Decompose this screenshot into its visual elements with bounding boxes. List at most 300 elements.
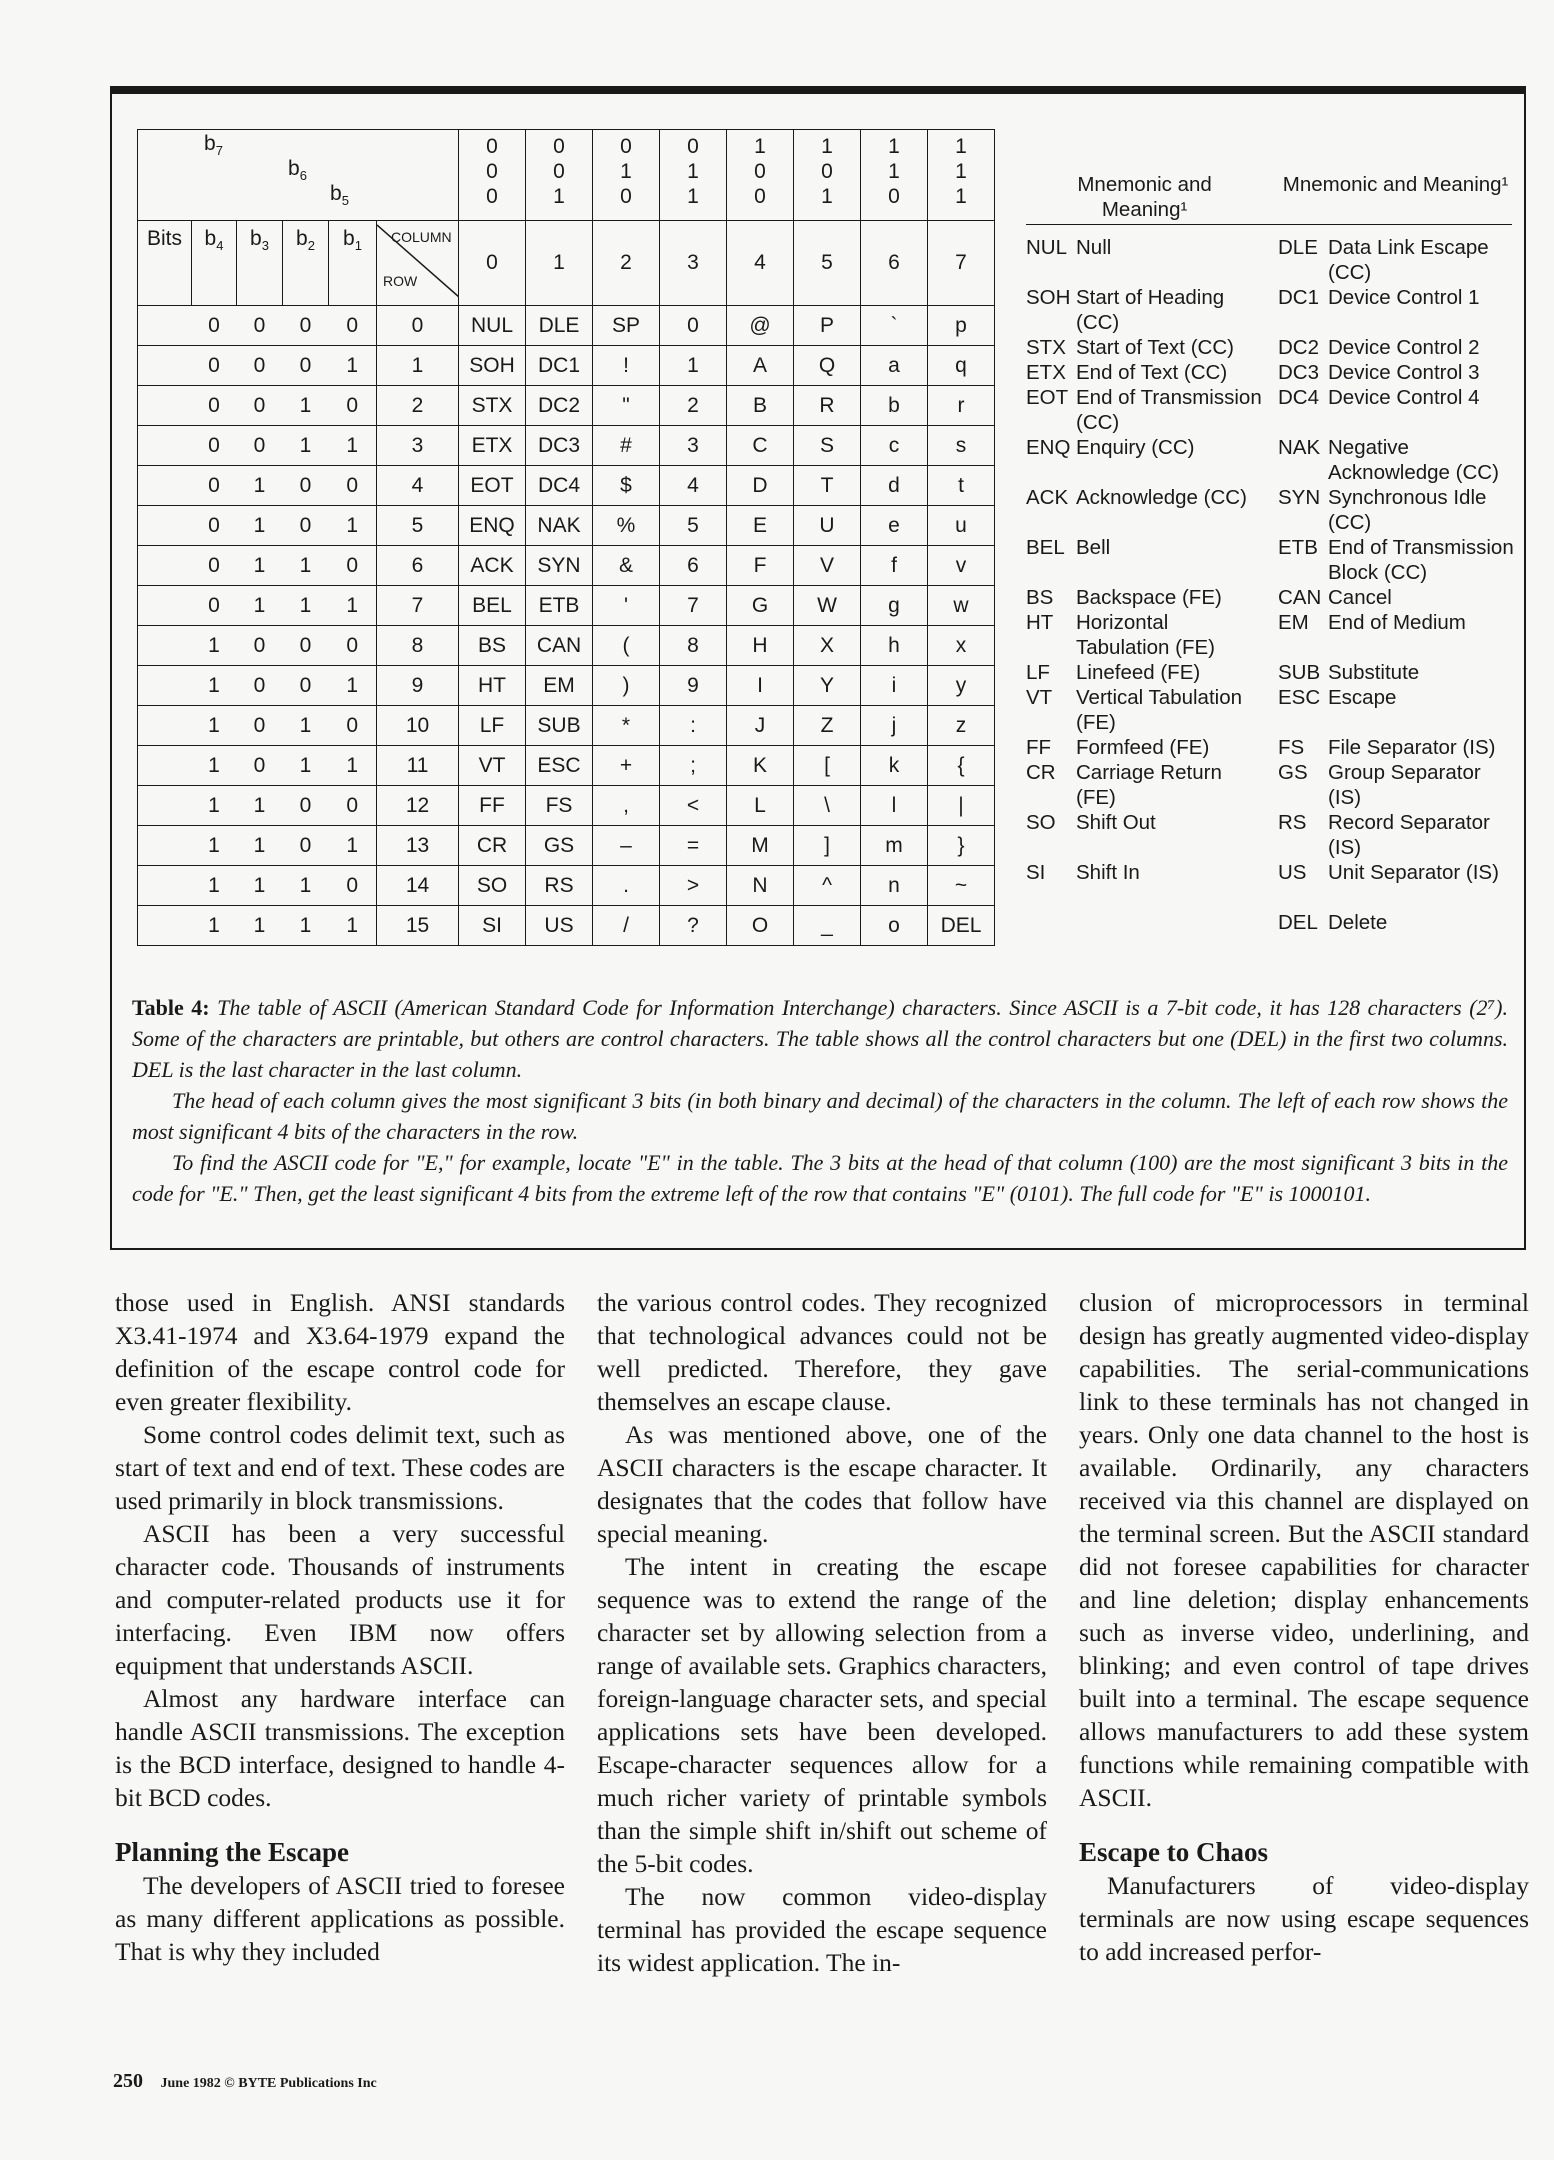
char-cell: r — [928, 386, 995, 426]
column-bits-6 — [861, 130, 928, 221]
char-cell: T — [794, 466, 861, 506]
char-cell: ESC — [526, 746, 593, 786]
legend-header — [1026, 172, 1512, 225]
char-cell: C — [727, 426, 794, 466]
char-cell: I — [727, 666, 794, 706]
char-cell: s — [928, 426, 995, 466]
row-number: 2 — [377, 386, 459, 426]
row-spacer — [138, 506, 192, 546]
char-cell: BS — [459, 626, 526, 666]
paragraph: As was mentioned above, one of the ASCII characters is the escape character. It designates that the codes that follow have special meaning. — [597, 1420, 1047, 1548]
char-cell: GS — [526, 826, 593, 866]
char-cell: ETX — [459, 426, 526, 466]
char-cell: ENQ — [459, 506, 526, 546]
char-cell: DLE — [526, 306, 593, 346]
row-bit: 0 — [192, 306, 237, 346]
legend-entry — [1278, 285, 1514, 310]
row-bit: 1 — [329, 746, 377, 786]
row-bit: 1 — [283, 546, 329, 586]
char-cell: VT — [459, 746, 526, 786]
char-cell: 5 — [660, 506, 727, 546]
row-bit: 0 — [329, 546, 377, 586]
row-bit: 0 — [237, 306, 283, 346]
legend-code: ACK — [1026, 486, 1069, 509]
row-bit: 1 — [283, 906, 329, 946]
legend-meaning: Acknowledge (CC) — [1076, 486, 1247, 509]
legend-meaning: Start of Text (CC) — [1076, 336, 1234, 359]
legend-entry — [1278, 535, 1514, 585]
char-cell: B — [727, 386, 794, 426]
row-bit: 0 — [283, 826, 329, 866]
row-bit: 0 — [192, 546, 237, 586]
legend-entry — [1278, 810, 1514, 860]
char-cell: | — [928, 786, 995, 826]
row-bit: 1 — [283, 586, 329, 626]
row-bit: 0 — [237, 746, 283, 786]
row-bit: 1 — [283, 746, 329, 786]
legend-code: DC3 — [1278, 361, 1320, 384]
legend-entry — [1278, 385, 1514, 410]
column-bit: 1 — [821, 135, 833, 158]
legend-entry — [1278, 335, 1514, 360]
legend-code: EOT — [1026, 386, 1069, 409]
char-cell: a — [861, 346, 928, 386]
legend-entry — [1278, 735, 1514, 760]
paragraph: The intent in creating the escape sequence was to extend the range of the character set by allowing selection from a range of available sets. Graphics characters, foreign-language character sets, and special applications sets have been developed. Escape-character sequences allow for a much richer variety of printable symbols than the simple shift in/shift out scheme of the 5-bit codes. — [597, 1552, 1047, 1878]
table-row — [138, 786, 995, 826]
legend-entry — [1026, 385, 1266, 435]
legend-meaning: Device Control 3 — [1328, 361, 1480, 384]
char-cell: S — [794, 426, 861, 466]
column-bit: 0 — [687, 135, 699, 158]
legend-code: RS — [1278, 811, 1307, 834]
row-spacer — [138, 786, 192, 826]
column-bit: 1 — [687, 185, 699, 208]
legend-code: SO — [1026, 811, 1056, 834]
b4-label: $b_4$ — [192, 221, 237, 306]
char-cell: US — [526, 906, 593, 946]
legend-meaning: Record Separator (IS) — [1328, 811, 1490, 859]
row-spacer — [138, 866, 192, 906]
legend-meaning: Device Control 2 — [1328, 336, 1480, 359]
char-cell: M — [727, 826, 794, 866]
b6-label: $b_6$ — [288, 157, 307, 184]
char-cell: l — [861, 786, 928, 826]
char-cell: EOT — [459, 466, 526, 506]
table-row — [138, 586, 995, 626]
char-cell: w — [928, 586, 995, 626]
column-number-0: 0 — [459, 221, 526, 306]
row-bit: 1 — [237, 786, 283, 826]
b3-label: $b_3$ — [237, 221, 283, 306]
table-row — [138, 866, 995, 906]
char-cell: \ — [794, 786, 861, 826]
char-cell: + — [593, 746, 660, 786]
legend-meaning: Data Link Escape (CC) — [1328, 236, 1489, 284]
legend-code: ETX — [1026, 361, 1066, 384]
legend-code: DC1 — [1278, 286, 1320, 309]
row-bit: 0 — [283, 306, 329, 346]
char-cell: v — [928, 546, 995, 586]
legend-code: ESC — [1278, 686, 1321, 709]
char-cell: @ — [727, 306, 794, 346]
char-cell: U — [794, 506, 861, 546]
column-bits-5 — [794, 130, 861, 221]
legend-meaning: Backspace (FE) — [1076, 586, 1222, 609]
row-bit: 1 — [237, 826, 283, 866]
row-bit: 0 — [329, 866, 377, 906]
char-cell: DC4 — [526, 466, 593, 506]
char-cell: < — [660, 786, 727, 826]
legend-code: NAK — [1278, 436, 1321, 459]
section-heading: Planning the Escape — [115, 1837, 350, 1867]
char-cell: ^ — [794, 866, 861, 906]
body-column-3 — [1079, 1286, 1529, 1968]
legend-code: US — [1278, 861, 1307, 884]
column-bits-4 — [727, 130, 794, 221]
row-bit: 0 — [283, 346, 329, 386]
legend-meaning: Formfeed (FE) — [1076, 736, 1210, 759]
char-cell: 6 — [660, 546, 727, 586]
table-row — [138, 706, 995, 746]
char-cell: Z — [794, 706, 861, 746]
row-number: 11 — [377, 746, 459, 786]
legend-meaning: Start of Heading (CC) — [1076, 286, 1225, 334]
row-number: 12 — [377, 786, 459, 826]
row-bit: 0 — [283, 506, 329, 546]
paragraph: clusion of microprocessors in terminal design has greatly augmented video-display capabilities. The serial-communications link to these terminals has not changed in years. Only one data channel to the host is available. Ordinarily, any characters received via this channel are displayed on the terminal screen. But the ASCII standard did not foresee capabilities for character and line deletion; display enhancements such as inverse video, underlining, and blinking; and even control of tape drives built into a terminal. The escape sequence allows manufacturers to add these system functions while remaining compatible with ASCII. — [1079, 1288, 1529, 1812]
row-bit: 1 — [192, 786, 237, 826]
row-spacer — [138, 906, 192, 946]
column-bit: 0 — [486, 160, 498, 183]
paragraph: The now common video-display terminal has provided the escape sequence its widest application. The in- — [597, 1882, 1047, 1977]
legend-meaning: End of Text (CC) — [1076, 361, 1228, 384]
row-bit: 0 — [329, 626, 377, 666]
legend-meaning: Negative Acknowledge (CC) — [1328, 436, 1499, 484]
row-spacer — [138, 746, 192, 786]
paragraph: Some control codes delimit text, such as start of text and end of text. These codes are used primarily in block transmissions. — [115, 1420, 565, 1515]
char-cell: ? — [660, 906, 727, 946]
char-cell: p — [928, 306, 995, 346]
char-cell: h — [861, 626, 928, 666]
legend-header-right: Mnemonic and Meaning¹ — [1282, 173, 1509, 196]
body-column-1 — [115, 1286, 565, 1968]
column-number-5: 5 — [794, 221, 861, 306]
legend-meaning: Cancel — [1328, 586, 1392, 609]
row-bit: 0 — [283, 466, 329, 506]
table-row — [138, 826, 995, 866]
char-cell: , — [593, 786, 660, 826]
table-row — [138, 306, 995, 346]
char-cell: K — [727, 746, 794, 786]
legend-meaning: Device Control 1 — [1328, 286, 1480, 309]
char-cell: R — [794, 386, 861, 426]
legend-meaning: Synchronous Idle (CC) — [1328, 486, 1487, 534]
row-number: 10 — [377, 706, 459, 746]
legend-entry — [1026, 660, 1266, 685]
row-bit: 0 — [329, 306, 377, 346]
row-spacer — [138, 426, 192, 466]
column-bit: 0 — [553, 135, 565, 158]
legend-code: HT — [1026, 611, 1054, 634]
row-bit: 1 — [237, 586, 283, 626]
column-bit: 0 — [486, 135, 498, 158]
column-number-1: 1 — [526, 221, 593, 306]
column-bit: 1 — [955, 160, 967, 183]
column-number-2: 2 — [593, 221, 660, 306]
legend-meaning: Horizontal Tabulation (FE) — [1076, 611, 1216, 659]
char-cell: O — [727, 906, 794, 946]
row-bit: 1 — [237, 466, 283, 506]
char-cell: EM — [526, 666, 593, 706]
legend-meaning: Substitute — [1328, 661, 1420, 684]
table-row — [138, 386, 995, 426]
legend-meaning: Escape — [1328, 686, 1397, 709]
row-bit: 1 — [237, 546, 283, 586]
column-number-4: 4 — [727, 221, 794, 306]
char-cell: : — [660, 706, 727, 746]
paragraph: the various control codes. They recognized that technological advances could not be well predicted. Therefore, they gave themselves an escape clause. — [597, 1288, 1047, 1416]
row-bit: 0 — [192, 506, 237, 546]
row-bit: 1 — [192, 746, 237, 786]
row-bit: 1 — [192, 906, 237, 946]
char-cell: E — [727, 506, 794, 546]
column-number-6: 6 — [861, 221, 928, 306]
legend-code: SUB — [1278, 661, 1321, 684]
legend-entry — [1026, 485, 1266, 510]
char-cell: z — [928, 706, 995, 746]
table-row — [138, 746, 995, 786]
legend-code: LF — [1026, 661, 1050, 684]
row-bit: 1 — [329, 586, 377, 626]
table-row — [138, 666, 995, 706]
column-bit: 0 — [620, 185, 632, 208]
legend-meaning: End of Transmission Block (CC) — [1328, 536, 1514, 584]
legend-entry — [1278, 485, 1514, 535]
row-spacer — [138, 306, 192, 346]
legend-code: DEL — [1278, 911, 1318, 934]
legend-entry — [1026, 585, 1266, 610]
legend-code: ENQ — [1026, 436, 1071, 459]
ascii-table — [137, 129, 995, 946]
page-number: 250 — [113, 2070, 143, 2092]
top-rule — [110, 86, 1526, 94]
row-bit: 1 — [329, 906, 377, 946]
table-row — [138, 906, 995, 946]
char-cell: / — [593, 906, 660, 946]
char-cell: ; — [660, 746, 727, 786]
row-bit: 1 — [283, 426, 329, 466]
legend-meaning: File Separator (IS) — [1328, 736, 1496, 759]
column-bit: 1 — [888, 135, 900, 158]
char-cell: W — [794, 586, 861, 626]
legend-meaning: Bell — [1076, 536, 1111, 559]
char-cell: % — [593, 506, 660, 546]
row-bit: 1 — [192, 666, 237, 706]
row-bit: 1 — [329, 826, 377, 866]
row-bit: 0 — [192, 346, 237, 386]
b2-label: $b_2$ — [283, 221, 329, 306]
char-cell: 3 — [660, 426, 727, 466]
column-bit: 1 — [754, 135, 766, 158]
row-spacer — [138, 546, 192, 586]
char-cell: k — [861, 746, 928, 786]
char-cell: HT — [459, 666, 526, 706]
column-bit: 0 — [821, 160, 833, 183]
column-bits-2 — [593, 130, 660, 221]
table-caption — [132, 992, 1508, 1209]
legend-entry — [1026, 760, 1266, 810]
row-spacer — [138, 826, 192, 866]
legend-code: DC2 — [1278, 336, 1320, 359]
row-bit: 0 — [237, 706, 283, 746]
char-cell: t — [928, 466, 995, 506]
column-bit: 0 — [754, 160, 766, 183]
legend-code: NUL — [1026, 236, 1068, 259]
char-cell: D — [727, 466, 794, 506]
column-bit: 0 — [486, 185, 498, 208]
row-bit: 0 — [237, 626, 283, 666]
column-bit: 1 — [821, 185, 833, 208]
char-cell: N — [727, 866, 794, 906]
legend-meaning: Enquiry (CC) — [1076, 436, 1195, 459]
char-cell: DEL — [928, 906, 995, 946]
legend-code: SOH — [1026, 286, 1071, 309]
legend-code: STX — [1026, 336, 1066, 359]
char-cell: e — [861, 506, 928, 546]
row-spacer — [138, 466, 192, 506]
row-bit: 1 — [283, 386, 329, 426]
char-cell: 7 — [660, 586, 727, 626]
footer-credit: June 1982 © BYTE Publications Inc — [160, 2076, 377, 2091]
column-bit: 0 — [620, 135, 632, 158]
row-spacer — [138, 626, 192, 666]
caption-p3: To find the ASCII code for "E," for example, locate "E" in the table. The 3 bits at the head of that column (100) are the most significant 3 bits in the code for "E." Then, get the least significant 4 bits from the extreme left of the row that contains "E" (0101). The full code for "E" is 1000101. — [132, 1150, 1508, 1206]
char-cell: ) — [593, 666, 660, 706]
row-bit: 1 — [329, 506, 377, 546]
char-cell: 0 — [660, 306, 727, 346]
row-bit: 0 — [237, 666, 283, 706]
legend-entry — [1026, 360, 1266, 385]
caption-p2: The head of each column gives the most significant 3 bits (in both binary and decimal) of the characters in the column. The left of each row shows the most significant 4 bits of the characters in the row. — [132, 1088, 1508, 1144]
row-number: 9 — [377, 666, 459, 706]
column-bit: 0 — [553, 160, 565, 183]
char-cell: P — [794, 306, 861, 346]
row-number: 1 — [377, 346, 459, 386]
row-spacer — [138, 706, 192, 746]
paragraph: Manufacturers of video-display terminals are now using escape sequences to add increased perfor- — [1079, 1871, 1529, 1966]
char-cell: * — [593, 706, 660, 746]
column-bits-3 — [660, 130, 727, 221]
char-cell: 8 — [660, 626, 727, 666]
char-cell: A — [727, 346, 794, 386]
row-bit: 0 — [192, 466, 237, 506]
column-label: COLUMN — [391, 229, 452, 245]
char-cell: 1 — [660, 346, 727, 386]
char-cell: o — [861, 906, 928, 946]
column-bit: 1 — [687, 160, 699, 183]
char-cell: LF — [459, 706, 526, 746]
char-cell: J — [727, 706, 794, 746]
char-cell: CAN — [526, 626, 593, 666]
char-cell: SUB — [526, 706, 593, 746]
b5-label: $b_5$ — [330, 182, 349, 209]
paragraph: Almost any hardware interface can handle ASCII transmissions. The exception is the BCD interface, designed to handle 4-bit BCD codes. — [115, 1684, 565, 1812]
row-bit: 0 — [237, 426, 283, 466]
row-bit: 1 — [192, 626, 237, 666]
legend-meaning: Device Control 4 — [1328, 386, 1480, 409]
legend-entry — [1026, 285, 1266, 335]
row-number: 5 — [377, 506, 459, 546]
char-cell: NAK — [526, 506, 593, 546]
row-bit: 1 — [329, 346, 377, 386]
legend-entry — [1026, 860, 1266, 885]
char-cell: b — [861, 386, 928, 426]
body-column-2 — [597, 1286, 1047, 1979]
char-cell: = — [660, 826, 727, 866]
legend-code: EM — [1278, 611, 1309, 634]
char-cell: 4 — [660, 466, 727, 506]
column-bit: 0 — [754, 185, 766, 208]
legend-meaning: Delete — [1328, 911, 1388, 934]
char-cell: x — [928, 626, 995, 666]
row-bit: 0 — [192, 586, 237, 626]
row-bit: 1 — [192, 866, 237, 906]
row-bit: 1 — [329, 666, 377, 706]
row-bit: 1 — [192, 706, 237, 746]
char-cell: ' — [593, 586, 660, 626]
legend-entry — [1278, 610, 1514, 635]
row-number: 15 — [377, 906, 459, 946]
legend-meaning: Linefeed (FE) — [1076, 661, 1201, 684]
legend-code: FF — [1026, 736, 1052, 759]
caption-p1: The table of ASCII (American Standard Code for Information Interchange) characters. Since ASCII is a 7-bit code, it has 128 characters (2⁷). Some of the characters are printable, but others are control characters. The table shows all the control characters but one (DEL) in the first two columns. DEL is the last character in the last column. — [132, 995, 1509, 1082]
column-bits-0 — [459, 130, 526, 221]
char-cell: # — [593, 426, 660, 466]
char-cell: SO — [459, 866, 526, 906]
char-cell: Q — [794, 346, 861, 386]
legend-entry — [1026, 535, 1266, 560]
row-number: 0 — [377, 306, 459, 346]
column-bits-7 — [928, 130, 995, 221]
legend-meaning: Unit Separator (IS) — [1328, 861, 1499, 884]
legend-entry — [1026, 610, 1266, 660]
row-bit: 0 — [237, 346, 283, 386]
row-number: 8 — [377, 626, 459, 666]
legend-entry — [1026, 735, 1266, 760]
column-bit: 1 — [955, 185, 967, 208]
table-row — [138, 426, 995, 466]
char-cell: & — [593, 546, 660, 586]
column-bit: 1 — [553, 185, 565, 208]
row-bit: 0 — [283, 666, 329, 706]
char-cell: u — [928, 506, 995, 546]
row-bit: 1 — [237, 866, 283, 906]
char-cell: ] — [794, 826, 861, 866]
legend-code: ETB — [1278, 536, 1318, 559]
row-spacer — [138, 586, 192, 626]
char-cell: ! — [593, 346, 660, 386]
row-bit: 0 — [329, 466, 377, 506]
char-cell: ETB — [526, 586, 593, 626]
char-cell: ~ — [928, 866, 995, 906]
char-cell: DC2 — [526, 386, 593, 426]
legend-code: SI — [1026, 861, 1046, 884]
row-bit: 0 — [283, 786, 329, 826]
char-cell: $ — [593, 466, 660, 506]
legend-code: VT — [1026, 686, 1053, 709]
char-cell: NUL — [459, 306, 526, 346]
